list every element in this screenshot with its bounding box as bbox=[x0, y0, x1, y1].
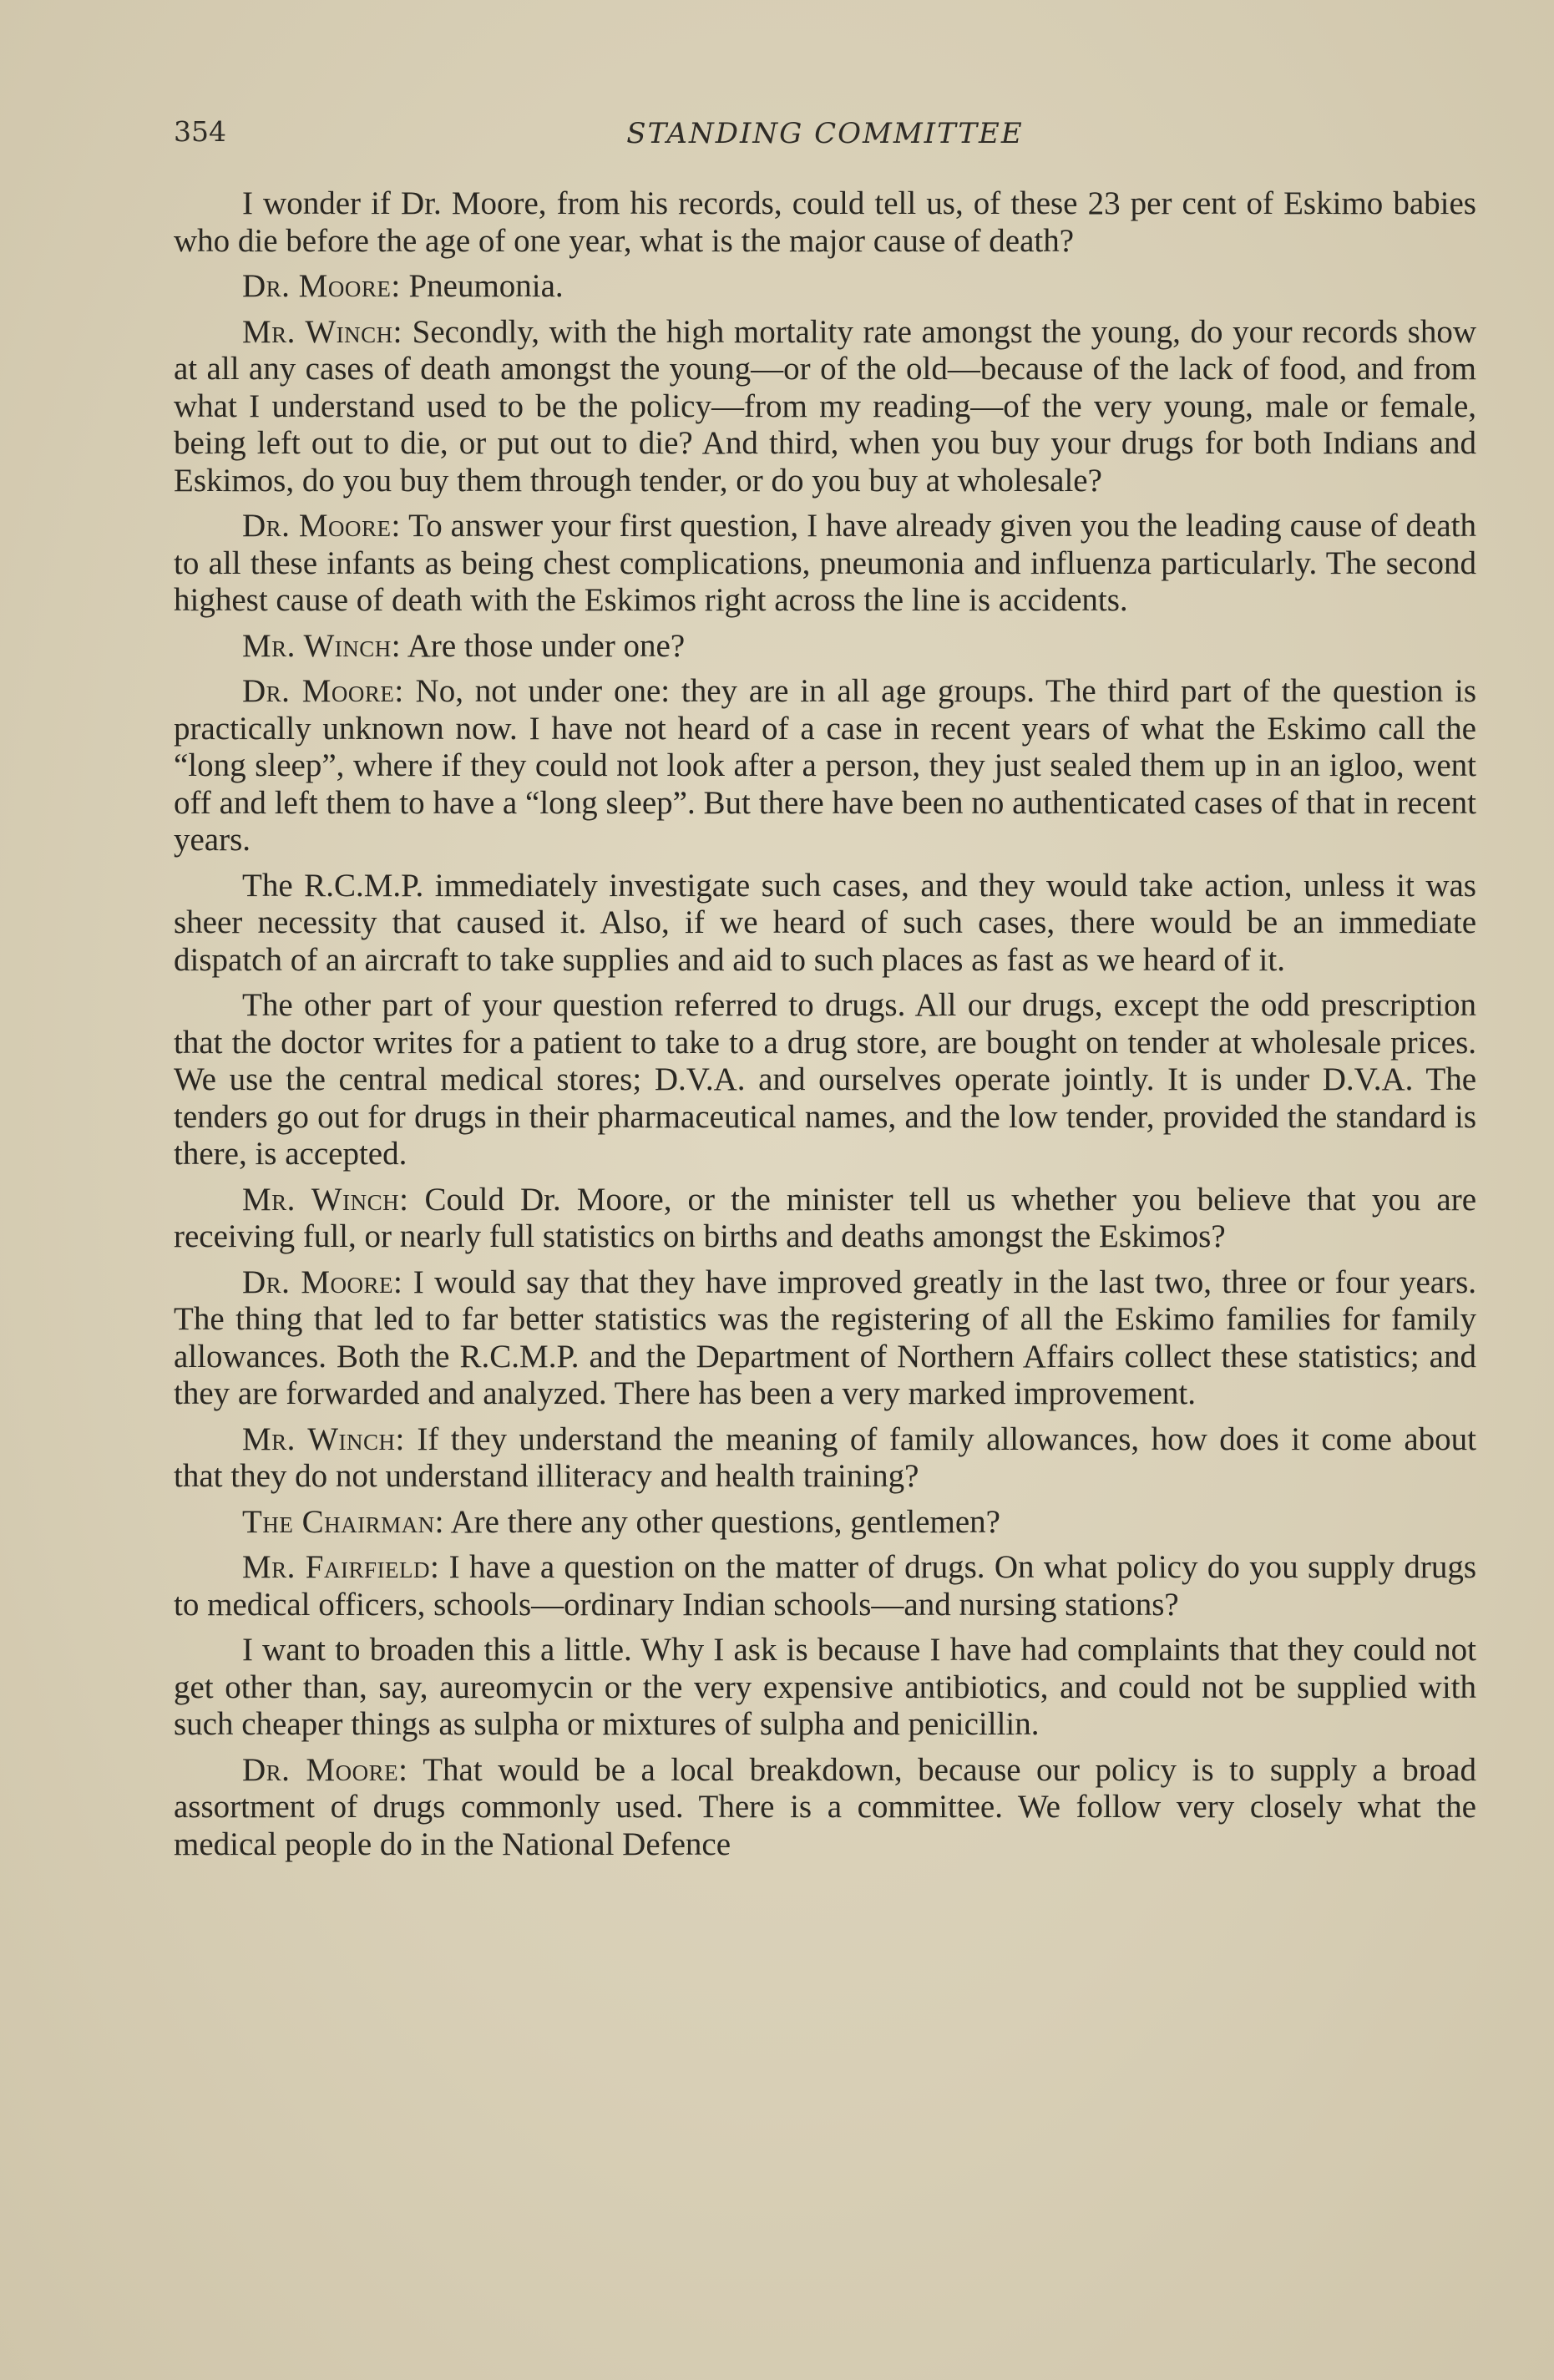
speaker-label: Dr. Moore: bbox=[242, 268, 401, 304]
paragraph bbox=[174, 314, 1476, 500]
paragraph bbox=[174, 1421, 1476, 1496]
paragraph-text: That would be a local breakdown, because our policy is to supply a broad assortment of drugs commonly used. There is a committee. We follow very closely what the medical people do in the National Defence bbox=[174, 1751, 1476, 1862]
speaker-label: Dr. Moore: bbox=[242, 673, 404, 709]
paragraph-text: I want to broaden this a little. Why I ask is because I have had complaints that they could not get other than, say, aureomycin or the very expensive antibiotics, and could not be supplied with such cheaper things as sulpha or mixtures of sulpha and penicillin. bbox=[174, 1632, 1476, 1742]
speaker-label: Dr. Moore: bbox=[242, 1751, 408, 1788]
paragraph bbox=[174, 1182, 1476, 1256]
paragraph bbox=[174, 1752, 1476, 1864]
paragraph-text: Are there any other questions, gentlemen? bbox=[443, 1503, 1000, 1540]
paragraph bbox=[174, 673, 1476, 859]
speaker-label: Mr. Winch: bbox=[242, 313, 403, 350]
paragraph-text: The R.C.M.P. immediately investigate such cases, and they would take action, unless it was sheer necessity that caused it. Also, if we heard of such cases, there would be an immediate dispatch of an aircraft to take supplies and aid to such places as fast as we heard of it. bbox=[174, 867, 1476, 978]
paragraph bbox=[174, 868, 1476, 980]
paragraph bbox=[174, 1264, 1476, 1413]
paragraph bbox=[174, 508, 1476, 620]
paragraph-text: I wonder if Dr. Moore, from his records, could tell us, of these 23 per cent of Eskimo babies who die before the age of one year, what is the major cause of death? bbox=[174, 185, 1476, 259]
speaker-label: Dr. Moore: bbox=[242, 508, 401, 544]
paragraph-text: Could Dr. Moore, or the minister tell us whether you believe that you are receiving full, or nearly full statistics on births and deaths amongst the Eskimos? bbox=[174, 1181, 1477, 1254]
page-number: 354 bbox=[174, 115, 226, 148]
paragraph bbox=[174, 1549, 1476, 1623]
paragraph bbox=[174, 987, 1476, 1173]
paragraph-text: If they understand the meaning of family allowances, how does it come about that they do not understand illiteracy and health training? bbox=[174, 1420, 1476, 1494]
body-text bbox=[174, 185, 1476, 1871]
speaker-label: The Chairman: bbox=[242, 1503, 444, 1540]
paragraph-text: No, not under one: they are in all age groups. The third part of the question is practically unknown now. I have not heard of a case in recent years of what the Eskimo call the “long sleep”, where if they could not look after a person, they just sealed them up in an igloo, went off and left them to have a “long sleep”. But there have been no authenticated cases of that in recent years. bbox=[174, 673, 1476, 858]
paragraph bbox=[174, 185, 1476, 260]
paragraph bbox=[174, 1632, 1476, 1744]
paragraph-text: To answer your first question, I have already given you the leading cause of death to all these infants as being chest complications, pneumonia and influenza particularly. The second highest cause of death with the Eskimos right across the line is accidents. bbox=[174, 508, 1476, 618]
paragraph-text: Secondly, with the high mortality rate amongst the young, do your records show at all any cases of death amongst the young—or of the old—because of the lack of food, and from what I understand used to be the policy—from my reading—of the very young, male or female, being left out to die, or put out to die? And third, when you buy your drugs for both Indians and Eskimos, do you buy them through tender, or do you buy at wholesale? bbox=[174, 313, 1476, 499]
paragraph-text: I would say that they have improved greatly in the last two, three or four years. The thing that led to far better statistics was the registering of all the Eskimo families for family allowances. Both the R.C.M.P. and the Department of Northern Affairs collect these statistics; and they are forwarded and analyzed. There has been a very marked improvement. bbox=[174, 1263, 1477, 1411]
speaker-label: Dr. Moore: bbox=[242, 1263, 403, 1300]
paragraph-text: The other part of your question referred to drugs. All our drugs, except the odd prescription that the doctor writes for a patient to take to a drug store, are bought on tender at wholesale prices. We use the central medical stores; D.V.A. and ourselves operate jointly. It is under D.V.A. The tenders go out for drugs in their pharmaceutical names, and the low tender, provided the standard is there, is accepted. bbox=[174, 987, 1476, 1172]
page-header bbox=[174, 107, 1476, 157]
paragraph bbox=[174, 268, 1476, 306]
speaker-label: Mr. Winch: bbox=[242, 1420, 405, 1457]
paragraph-text: Pneumonia. bbox=[400, 268, 564, 304]
speaker-label: Mr. Winch: bbox=[242, 627, 402, 664]
paragraph-text: I have a question on the matter of drugs. On what policy do you supply drugs to medical officers, schools—ordinary Indian schools—and nursing stations? bbox=[174, 1549, 1477, 1623]
speaker-label: Mr. Fairfield: bbox=[242, 1549, 440, 1585]
paragraph bbox=[174, 1504, 1476, 1542]
speaker-label: Mr. Winch: bbox=[242, 1181, 409, 1218]
running-head: STANDING COMMITTEE bbox=[626, 117, 1024, 150]
paragraph-text: Are those under one? bbox=[401, 627, 686, 664]
paragraph bbox=[174, 628, 1476, 666]
